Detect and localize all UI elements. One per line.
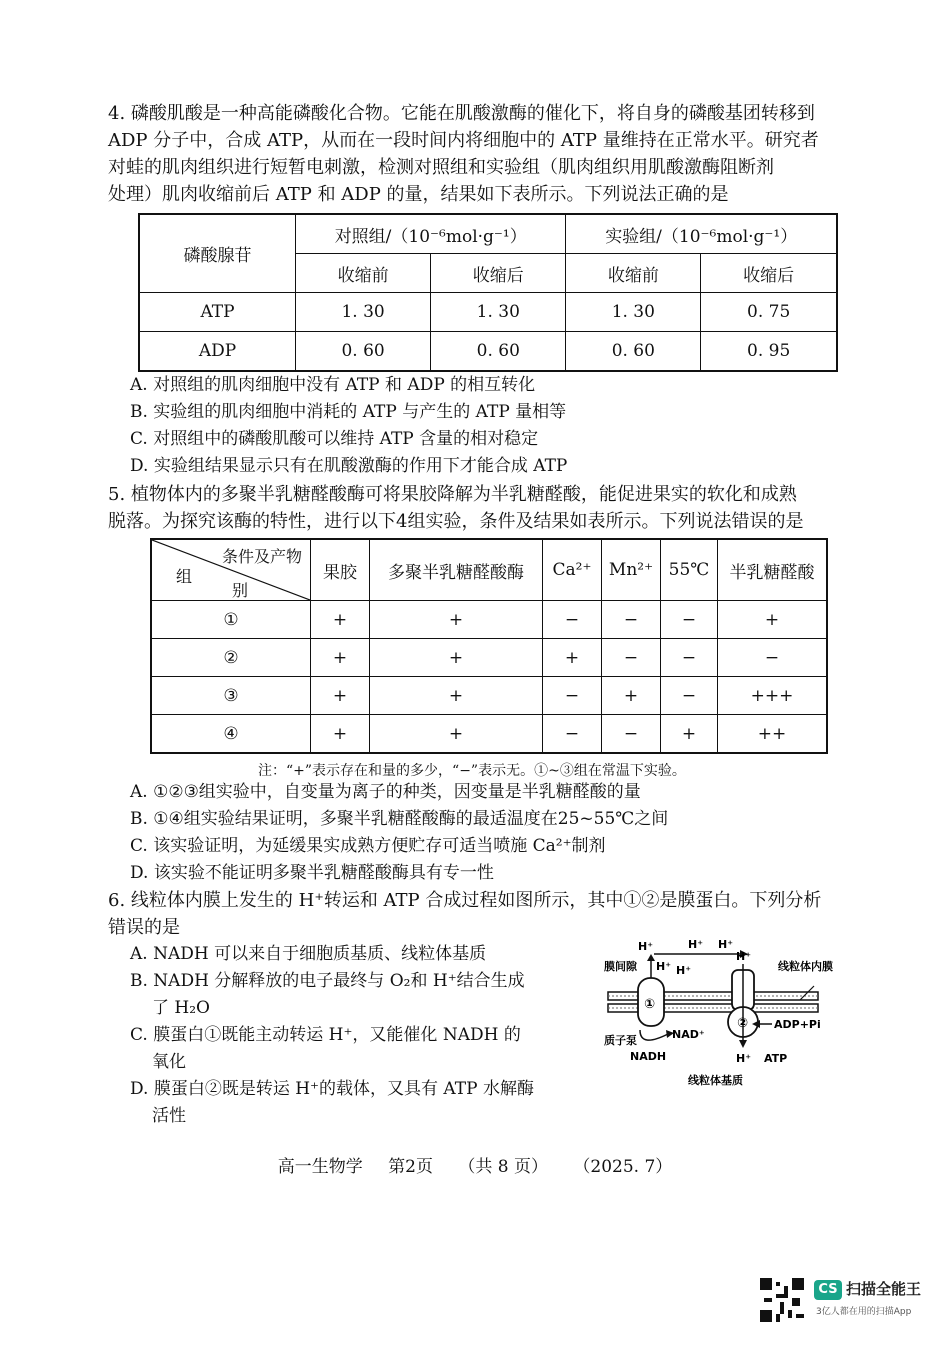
- cell: 1. 30: [431, 293, 566, 332]
- label-atp: ATP: [764, 1052, 788, 1065]
- qr-code-icon: [760, 1278, 804, 1322]
- option-b: B. ①④组实验结果证明，多聚半乳糖醛酸酶的最适温度在25~55℃之间: [130, 809, 669, 829]
- cell: 0. 75: [701, 293, 837, 332]
- q4-before-header: 收缩前: [566, 254, 701, 293]
- membrane-diagram: [600, 930, 860, 1100]
- page-footer: [0, 1152, 950, 1177]
- option-d-cont: 活性: [152, 1106, 186, 1126]
- option-a: A. 对照组的肌肉细胞中没有 ATP 和 ADP 的相互转化: [130, 375, 536, 395]
- cell: −: [543, 601, 602, 639]
- cell: −: [543, 715, 602, 754]
- option-d: D. 膜蛋白②既是转运 H⁺的载体，又具有 ATP 水解酶: [130, 1079, 534, 1099]
- cs-logo-icon: CS: [814, 1280, 842, 1300]
- cell: +: [661, 715, 718, 754]
- cell: +++: [718, 677, 828, 715]
- q5-line: 脱落。为探究该酶的特性，进行以下4组实验，条件及结果如表所示。下列说法错误的是: [108, 511, 804, 532]
- q4-after-header: 收缩后: [431, 254, 566, 293]
- question-5-stem: [108, 481, 853, 535]
- cell: +: [718, 601, 828, 639]
- arrowhead: [647, 954, 655, 961]
- label-h-mid1: H⁺: [656, 960, 672, 973]
- label-protein-1: ①: [644, 997, 656, 1012]
- option-b: B. 实验组的肌肉细胞中消耗的 ATP 与产生的 ATP 量相等: [130, 402, 567, 422]
- label-intermembrane: 膜间隙: [604, 960, 637, 973]
- q4-options: [130, 372, 567, 480]
- cell: −: [661, 639, 718, 677]
- scanner-app-name: 扫描全能王: [846, 1280, 922, 1298]
- cell: −: [661, 677, 718, 715]
- cell: ++: [718, 715, 828, 754]
- scanner-watermark: [760, 1278, 935, 1330]
- cell: 1. 30: [566, 293, 701, 332]
- label-proton-pump: 质子泵: [604, 1034, 637, 1047]
- row-label: ①: [151, 601, 311, 639]
- row-label: ATP: [139, 293, 296, 332]
- q4-line: ADP 分子中，合成 ATP，从而在一段时间内将细胞中的 ATP 量维持在正常水平。研究者: [108, 130, 819, 151]
- cell: +: [370, 715, 543, 754]
- row-label: ADP: [139, 332, 296, 372]
- cell: +: [370, 639, 543, 677]
- cell: 0. 60: [296, 332, 431, 372]
- option-d: D. 该实验不能证明多聚半乳糖醛酸酶具有专一性: [130, 863, 494, 883]
- table-row: [139, 332, 837, 372]
- label-h-top2: H⁺: [688, 938, 704, 951]
- label-nad: NAD⁺: [672, 1028, 705, 1041]
- option-b: B. NADH 分解释放的电子最终与 O₂和 H⁺结合生成: [130, 971, 525, 991]
- cell: 0. 60: [431, 332, 566, 372]
- option-c: C. 膜蛋白①既能主动转运 H⁺，又能催化 NADH 的: [130, 1025, 521, 1045]
- option-a: A. ①②③组实验中，自变量为离子的种类，因变量是半乳糖醛酸的量: [130, 782, 641, 802]
- cell: 0. 60: [566, 332, 701, 372]
- option-a: A. NADH 可以来自于细胞质基质、线粒体基质: [130, 944, 487, 964]
- label-h-arrow: H⁺: [718, 938, 734, 951]
- footer-date: （2025. 7）: [573, 1157, 673, 1177]
- q4-before-header: 收缩前: [296, 254, 431, 293]
- q6-options: [130, 941, 590, 1130]
- corner-top-label: 条件及产物: [221, 547, 302, 566]
- label-matrix: 线粒体基质: [688, 1074, 743, 1087]
- row-label: ③: [151, 677, 311, 715]
- col-header: Ca²⁺: [543, 539, 602, 601]
- cell: −: [602, 715, 661, 754]
- q4-line: 4. 磷酸肌酸是一种高能磷酸化合物。它能在肌酸激酶的催化下，将自身的磷酸基团转移到: [108, 103, 815, 124]
- q4-atp-table: [138, 213, 838, 372]
- cell: 1. 30: [296, 293, 431, 332]
- cell: +: [370, 677, 543, 715]
- q4-after-header: 收缩后: [701, 254, 837, 293]
- table-row: [151, 601, 827, 639]
- scanner-tagline: 3亿人都在用的扫描App: [816, 1307, 912, 1317]
- arrowhead: [739, 1040, 747, 1048]
- table-row: [151, 639, 827, 677]
- question-4-stem: [108, 100, 853, 208]
- table-row: [151, 677, 827, 715]
- col-header: 果胶: [311, 539, 370, 601]
- cell: −: [718, 639, 828, 677]
- cell: −: [661, 601, 718, 639]
- label-h-mid2: H⁺: [676, 964, 692, 977]
- cell: +: [602, 677, 661, 715]
- cell: +: [370, 601, 543, 639]
- label-nadh: NADH: [630, 1050, 667, 1063]
- option-c: C. 对照组中的磷酸肌酸可以维持 ATP 含量的相对稳定: [130, 429, 539, 449]
- option-c: C. 该实验证明，为延缓果实成熟方便贮存可适当喷施 Ca²⁺制剂: [130, 836, 606, 856]
- label-protein-2: ②: [737, 1016, 749, 1031]
- q6-line: 6. 线粒体内膜上发生的 H⁺转运和 ATP 合成过程如图所示，其中①②是膜蛋白。下列分析: [108, 890, 822, 911]
- q4-line: 处理）肌肉收缩前后 ATP 和 ADP 的量，结果如下表所示。下列说法正确的是: [108, 184, 729, 205]
- corner-bottom-label: 别: [232, 581, 249, 600]
- nadh-arrow: [640, 1030, 668, 1040]
- col-header: 半乳糖醛酸: [718, 539, 828, 601]
- q4-corner-header: 磷酸腺苷: [139, 214, 296, 293]
- q5-options: [130, 779, 668, 887]
- footer-subject: 高一生物学: [277, 1157, 363, 1177]
- label-inner-membrane: 线粒体内膜: [778, 960, 833, 973]
- table-row: [151, 715, 827, 754]
- label-h-bottom: H⁺: [736, 1052, 752, 1065]
- footer-total: （共 8 页）: [458, 1157, 548, 1177]
- q6-line: 错误的是: [108, 917, 180, 938]
- cell: +: [311, 639, 370, 677]
- option-c-cont: 氧化: [152, 1052, 186, 1072]
- cell: +: [311, 601, 370, 639]
- label-h-top: H⁺: [638, 940, 654, 953]
- q5-enzyme-table: [150, 538, 828, 754]
- cell: −: [602, 601, 661, 639]
- col-header: 多聚半乳糖醛酸酶: [370, 539, 543, 601]
- cell: +: [311, 715, 370, 754]
- row-label: ②: [151, 639, 311, 677]
- cell: 0. 95: [701, 332, 837, 372]
- table-row: [139, 293, 837, 332]
- q4-line: 对蛙的肌肉组织进行短暂电刺激，检测对照组和实验组（肌肉组织用肌酸激酶阻断剂: [108, 157, 774, 178]
- row-label: ④: [151, 715, 311, 754]
- corner-left-label: 组: [176, 567, 193, 586]
- cell: +: [543, 639, 602, 677]
- q5-corner-header: [151, 539, 311, 601]
- footer-page: 第2页: [388, 1157, 433, 1177]
- q5-line: 5. 植物体内的多聚半乳糖醛酸酶可将果胶降解为半乳糖醛酸，能促进果实的软化和成熟: [108, 484, 797, 505]
- cell: +: [311, 677, 370, 715]
- q4-exp-header: 实验组/（10⁻⁶mol·g⁻¹）: [566, 214, 837, 254]
- label-adp-pi: ADP+Pi: [774, 1018, 821, 1031]
- cell: −: [543, 677, 602, 715]
- cell: −: [602, 639, 661, 677]
- option-d: D. 实验组结果显示只有在肌酸激酶的作用下才能合成 ATP: [130, 456, 568, 476]
- col-header: Mn²⁺: [602, 539, 661, 601]
- col-header: 55℃: [661, 539, 718, 601]
- label-h-right: H⁺: [736, 950, 752, 963]
- mitochondria-membrane-figure: [600, 930, 860, 1100]
- q4-control-header: 对照组/（10⁻⁶mol·g⁻¹）: [296, 214, 566, 254]
- q5-table-note: 注：“+”表示存在和量的多少，“−”表示无。①~③组在常温下实验。: [258, 763, 686, 779]
- option-b-cont: 了 H₂O: [152, 998, 210, 1018]
